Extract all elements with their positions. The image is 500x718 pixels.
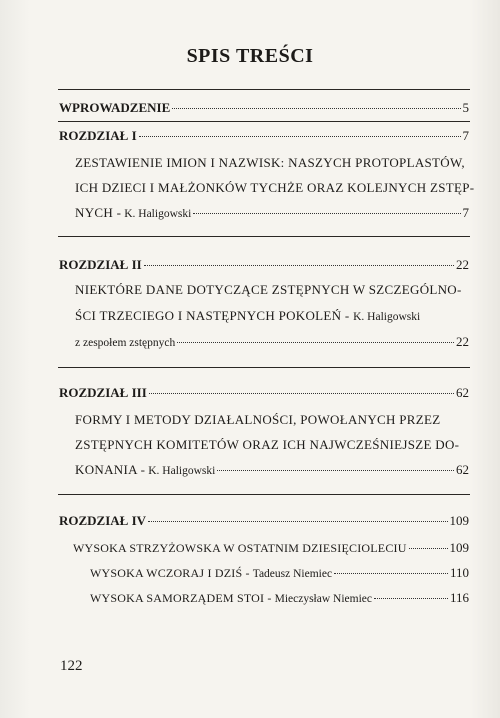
page-number: 7 xyxy=(462,205,469,220)
page-number: 5 xyxy=(462,100,469,115)
subentry-text: ŚCI TRZECIEGO I NASTĘPNYCH POKOLEŃ - xyxy=(75,308,350,323)
page-number: 110 xyxy=(449,565,469,580)
subentry-line: ZESTAWIENIE IMION I NAZWISK: NASZYCH PROTOPLASTÓW, xyxy=(75,155,465,170)
entry-title: ROZDZIAŁ IV xyxy=(59,513,147,528)
page-number: 22 xyxy=(456,257,469,272)
entry-title: WYSOKA STRZYŻOWSKA W OSTATNIM DZIESIĘCIOLECIU xyxy=(73,541,407,555)
entry-author: Mieczysław Niemiec xyxy=(274,593,372,605)
page-number: 116 xyxy=(449,590,469,605)
toc-entry-chapter-4 xyxy=(59,513,469,529)
page-title: SPIS TREŚCI xyxy=(186,45,314,67)
leader-dots xyxy=(374,598,448,599)
subentry-line: ICH DZIECI I MAŁŻONKÓW TYCHŻE ORAZ KOLEJNYCH ZSTĘP- xyxy=(75,180,475,195)
page-number: 22 xyxy=(456,334,469,349)
leader-dots xyxy=(409,548,448,549)
page-number: 62 xyxy=(456,385,469,400)
toc-subentry-wczoraj-i-dzis xyxy=(90,565,469,581)
entry-author: K. Haligowski xyxy=(124,208,192,220)
entry-author: Tadeusz Niemiec xyxy=(252,568,333,580)
divider xyxy=(58,89,470,90)
subentry-line: KONANIA - xyxy=(75,462,146,477)
leader-dots xyxy=(144,265,454,266)
leader-dots xyxy=(139,136,461,137)
subentry-line: ZSTĘPNYCH KOMITETÓW ORAZ ICH NAJWCZEŚNIEJSZE DO- xyxy=(75,437,460,452)
page-number: 62 xyxy=(456,462,469,477)
page-number: 7 xyxy=(462,128,469,143)
leader-dots xyxy=(149,393,454,394)
leader-dots xyxy=(334,573,448,574)
leader-dots xyxy=(193,213,460,214)
toc-subentry-zestawienie xyxy=(75,205,469,221)
toc-subentry-niektore xyxy=(75,334,469,350)
entry-author: K. Haligowski xyxy=(353,311,421,323)
subentry-line: NIEKTÓRE DANE DOTYCZĄCE ZSTĘPNYCH W SZCZEGÓLNO- xyxy=(75,282,462,297)
subentry-line: FORMY I METODY DZIAŁALNOŚCI, POWOŁANYCH PRZEZ xyxy=(75,412,441,427)
leader-dots xyxy=(177,342,454,343)
entry-title: ROZDZIAŁ II xyxy=(59,257,142,272)
toc-entry-chapter-2 xyxy=(59,257,469,273)
toc-subentry-formy xyxy=(75,462,469,478)
folio-page-number: 122 xyxy=(60,658,83,674)
entry-title: ROZDZIAŁ III xyxy=(59,385,147,400)
leader-dots xyxy=(148,521,447,522)
toc-subentry-wysoka-strzyzowska xyxy=(73,540,469,556)
divider xyxy=(58,367,470,368)
divider xyxy=(58,494,470,495)
subentry-line: z zespołem zstępnych xyxy=(75,337,176,349)
subentry-line xyxy=(75,308,420,324)
toc-entry-introduction xyxy=(59,100,469,116)
toc-entry-chapter-3 xyxy=(59,385,469,401)
divider xyxy=(58,236,470,237)
divider xyxy=(58,121,470,122)
page-number: 109 xyxy=(449,540,469,555)
leader-dots xyxy=(172,108,460,109)
page-number: 109 xyxy=(449,513,469,528)
entry-title: ROZDZIAŁ I xyxy=(59,128,137,143)
entry-title: WYSOKA SAMORZĄDEM STOI - xyxy=(90,591,272,605)
subentry-line: NYCH - xyxy=(75,205,122,220)
entry-title: WPROWADZENIE xyxy=(59,100,171,115)
toc-subentry-samorzadem-stoi xyxy=(90,590,469,606)
toc-entry-chapter-1 xyxy=(59,128,469,144)
entry-title: WYSOKA WCZORAJ I DZIŚ - xyxy=(90,566,250,580)
leader-dots xyxy=(217,470,454,471)
entry-author: K. Haligowski xyxy=(148,465,216,477)
